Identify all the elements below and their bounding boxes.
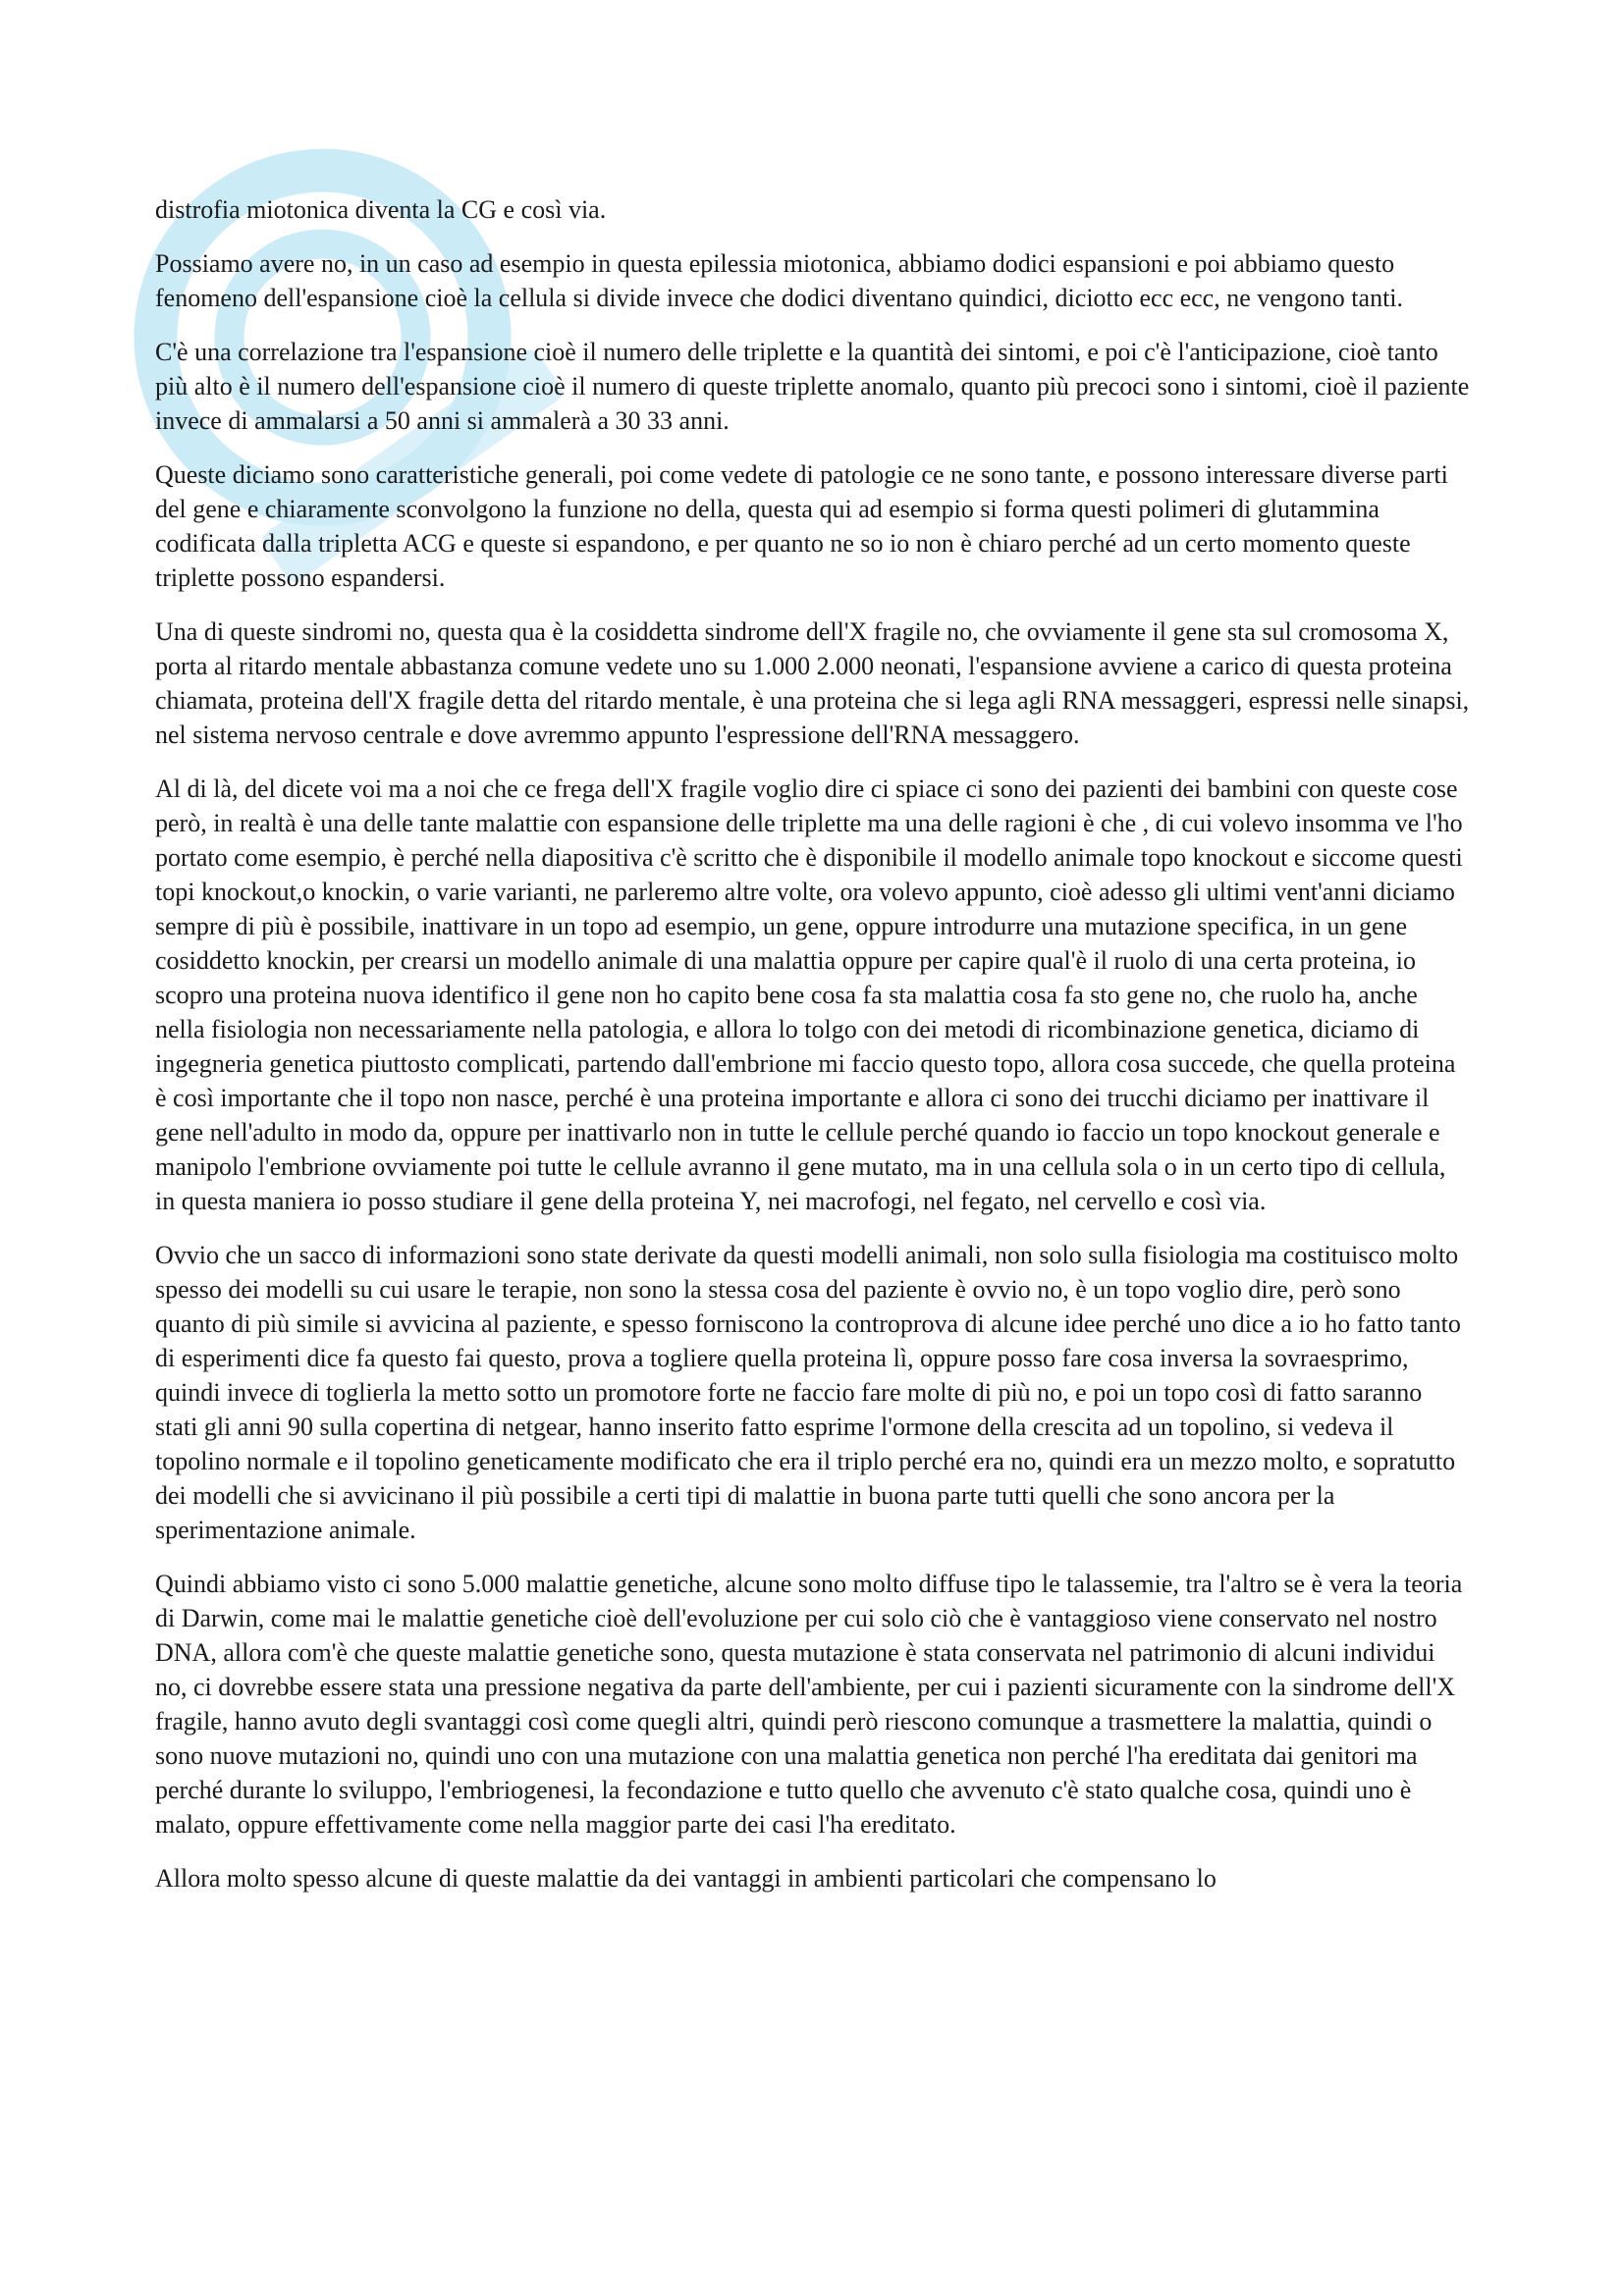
paragraph: Al di là, del dicete voi ma a noi che ce frega dell'X fragile voglio dire ci spiace ci sono dei pazienti dei bambini con queste cose però, in realtà è una delle tante malattie con espansione delle triplette ma una delle ragioni è che , di cui volevo insomma ve l'ho portato come esempio, è perché nella diapositiva c'è scritto che è disponibile il modello animale topo knockout e siccome questi topi knockout,o knockin, o varie varianti, ne parleremo altre volte, ora volevo appunto, cioè adesso gli ultimi vent'anni diciamo sempre di più è possibile, inattivare in un topo ad esempio, un gene, oppure introdurre una mutazione specifica, in un gene cosiddetto knockin, per crearsi un modello animale di una malattia oppure per capire qual'è il ruolo di una certa proteina, io scopro una proteina nuova identifico il gene non ho capito bene cosa fa sta malattia cosa fa sto gene no, che ruolo ha, anche nella fisiologia non necessariamente nella patologia, e allora lo tolgo con dei metodi di ricombinazione genetica, diciamo di ingegneria genetica piuttosto complicati, partendo dall'embrione mi faccio questo topo, allora cosa succede, che quella proteina è così importante che il topo non nasce, perché è una proteina importante e allora ci sono dei trucchi diciamo per inattivare il gene nell'adulto in modo da, oppure per inattivarlo non in tutte le cellule perché quando io faccio un topo knockout generale e manipolo l'embrione ovviamente poi tutte le cellule avranno il gene mutato, ma in una cellula sola o in un certo tipo di cellula, in questa maniera io posso studiare il gene della proteina Y, nei macrofogi, nel fegato, nel cervello e così via. [155, 774, 1463, 1215]
paragraph: Ovvio che un sacco di informazioni sono state derivate da questi modelli animali, non solo sulla fisiologia ma costituisco molto spesso dei modelli su cui usare le terapie, non sono la stessa cosa del paziente è ovvio no, è un topo voglio dire, però sono quanto di più simile si avvicina al paziente, e spesso forniscono la controprova di alcune idee perché uno dice a io ho fatto tanto di esperimenti dice fa questo fai questo, prova a togliere quella proteina lì, oppure posso fare cosa inversa la sovraesprimo, quindi invece di toglierla la metto sotto un promotore forte ne faccio fare molte di più no, e poi un topo così di fatto saranno stati gli anni 90 sulla copertina di netgear, hanno inserito fatto esprime l'ormone della crescita ad un topolino, si vedeva il topolino normale e il topolino geneticamente modificato che era il triplo perché era no, quindi era un mezzo molto, e sopratutto dei modelli che si avvicinano il più possibile a certi tipi di malattie in buona parte tutti quelli che sono ancora per la sperimentazione animale. [155, 1241, 1461, 1544]
paragraph: Quindi abbiamo visto ci sono 5.000 malattie genetiche, alcune sono molto diffuse tipo le talassemie, tra l'altro se è vera la teoria di Darwin, come mai le malattie genetiche cioè dell'evoluzione per cui solo ciò che è vantaggioso viene conservato nel nostro DNA, allora com'è che queste malattie genetiche sono, questa mutazione è stata conservata nel patrimonio di alcuni individui no, ci dovrebbe essere stata una pressione negativa da parte dell'ambiente, per cui i pazienti sicuramente con la sindrome dell'X fragile, hanno avuto degli svantaggi così come quegli altri, quindi però riescono comunque a trasmettere la malattia, quindi o sono nuove mutazioni no, quindi uno con una mutazione con una malattia genetica non perché l'ha ereditata dai genitori ma perché durante lo sviluppo, l'embriogenesi, la fecondazione e tutto quello che avvenuto c'è stato qualche cosa, quindi uno è malato, oppure effettivamente come nella maggior parte dei casi l'ha ereditato. [155, 1570, 1463, 1839]
paragraph: Una di queste sindromi no, questa qua è la cosiddetta sindrome dell'X fragile no, che ovviamente il gene sta sul cromosoma X, porta al ritardo mentale abbastanza comune vedete uno su 1.000 2.000 neonati, l'espansione avviene a carico di questa proteina chiamata, proteina dell'X fragile detta del ritardo mentale, è una proteina che si lega agli RNA messaggeri, espressi nelle sinapsi, nel sistema nervoso centrale e dove avremmo appunto l'espressione dell'RNA messaggero. [155, 617, 1470, 749]
paragraph: Allora molto spesso alcune di queste malattie da dei vantaggi in ambienti particolari che compensano lo [155, 1864, 1217, 1893]
paragraph: distrofia miotonica diventa la CG e così via. [155, 195, 607, 224]
paragraph: C'è una correlazione tra l'espansione cioè il numero delle triplette e la quantità dei sintomi, e poi c'è l'anticipazione, cioè tanto più alto è il numero dell'espansione cioè il numero di queste triplette anomalo, quanto più precoci sono i sintomi, cioè il paziente invece di ammalarsi a 50 anni si ammalerà a 30 33 anni. [155, 338, 1470, 435]
paragraph: Possiamo avere no, in un caso ad esempio in questa epilessia miotonica, abbiamo dodici espansioni e poi abbiamo questo fenomeno dell'espansione cioè la cellula si divide invece che dodici diventano quindici, diciotto ecc ecc, ne vengono tanti. [155, 249, 1404, 312]
document-body [155, 192, 1471, 1915]
paragraph: Queste diciamo sono caratteristiche generali, poi come vedete di patologie ce ne sono tante, e possono interessare diverse parti del gene e chiaramente sconvolgono la funzione no della, questa qui ad esempio si forma questi polimeri di glutammina codificata dalla tripletta ACG e queste si espandono, e per quanto ne so io non è chiaro perché ad un certo momento queste triplette possono espandersi. [155, 460, 1448, 592]
